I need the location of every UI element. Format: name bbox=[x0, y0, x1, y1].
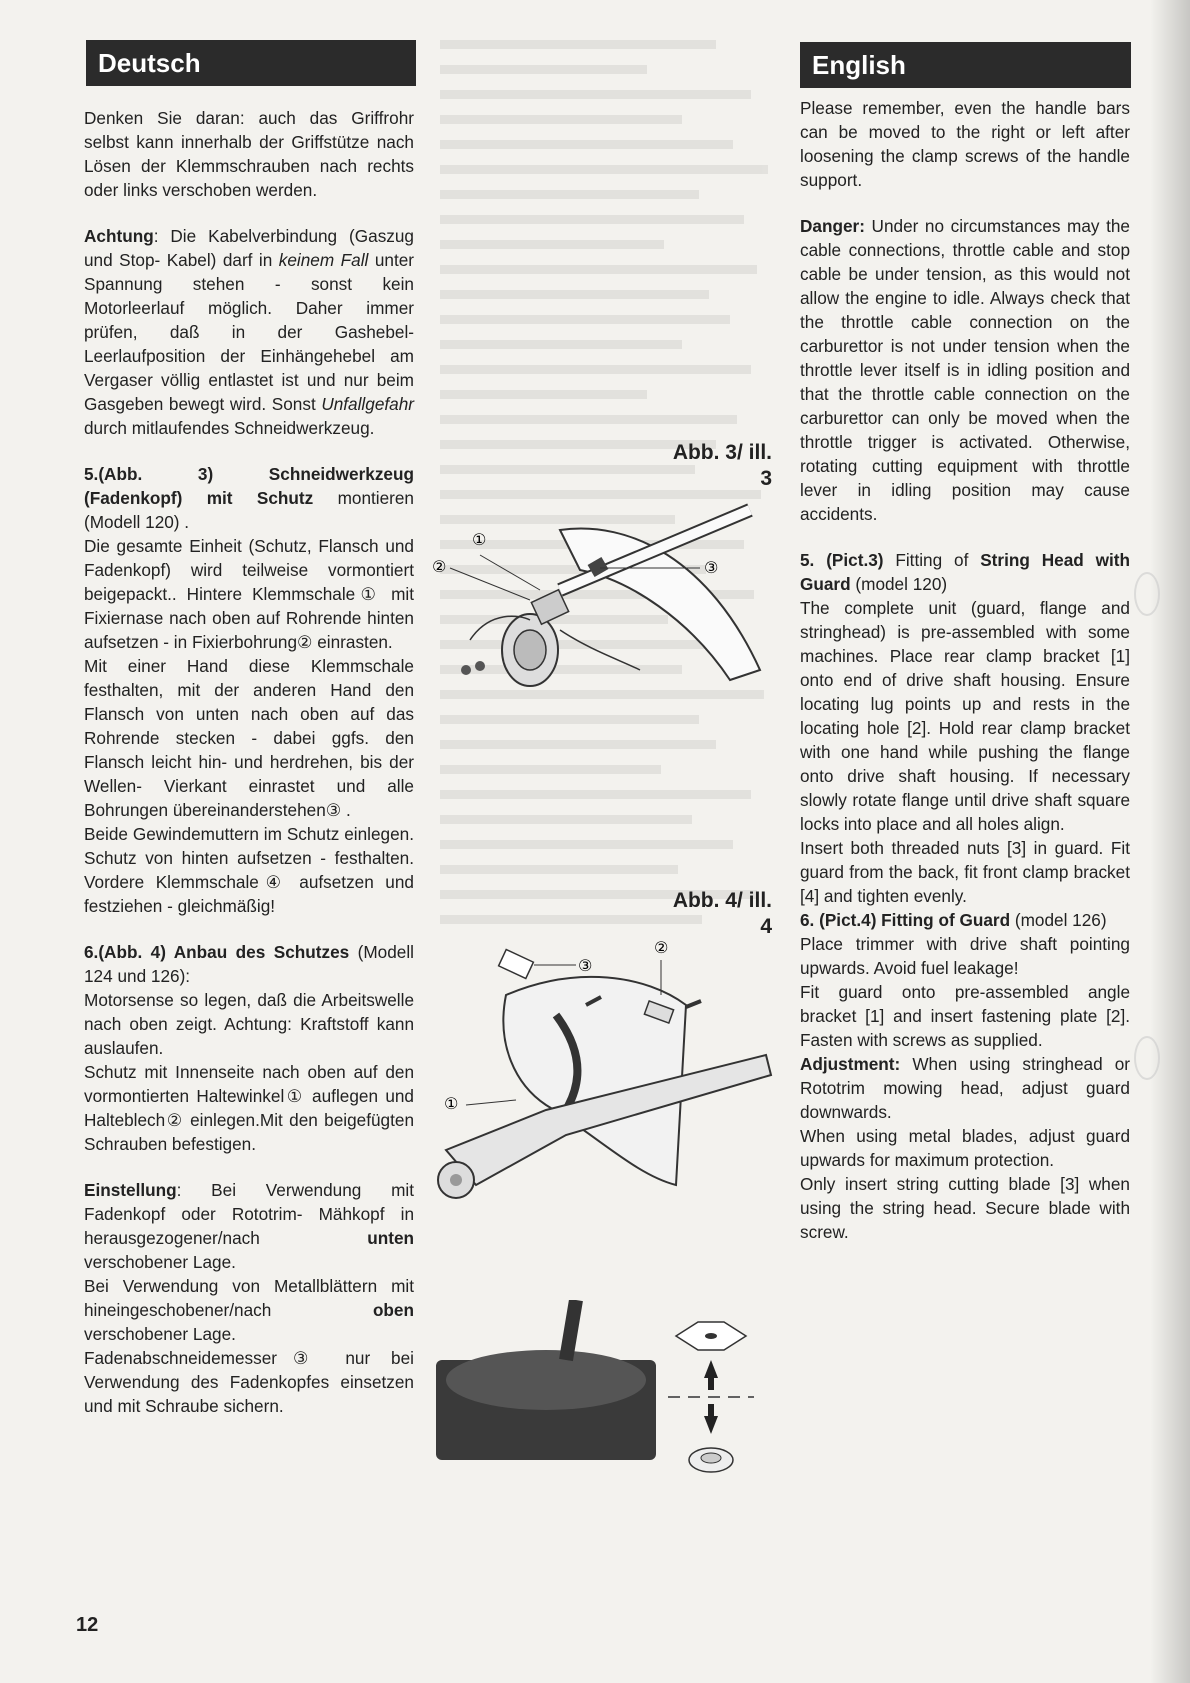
callout-2: ② bbox=[654, 938, 669, 957]
trim-line bbox=[560, 630, 640, 670]
arrow-up-stem bbox=[708, 1378, 714, 1390]
en-danger bbox=[800, 214, 1130, 526]
en-s5-p2: Insert both threaded nuts [3] in guard. Fit guard from the back, fit front clamp bracket [4] and tighten evenly. bbox=[800, 838, 1130, 906]
nut bbox=[475, 661, 485, 671]
en-a-text: When using stringhead or Rototrim mowing head, adjust guard downwards. bbox=[800, 1054, 1130, 1122]
de-s6-p2: Schutz mit Innenseite nach oben auf den vormontierten Haltewinkel① auflegen und Halteblech② einlegen.Mit den beigefügten Schrauben befestigen. bbox=[84, 1062, 414, 1154]
de-s6-p1: Motorsense so legen, daß die Arbeitswelle nach oben zeigt. Achtung: Kraftstoff kann auslaufen. bbox=[84, 990, 414, 1058]
callout-1: ① bbox=[472, 530, 487, 549]
de-s5-p1: Die gesamte Einheit (Schutz, Flansch und Fadenkopf) wird teilweise vormontiert beigepackt.. Hintere Klemmschale① mit Fixiernase nach oben auf Rohrende hinten aufsetzen - in Fixierbohrung② einrasten. bbox=[84, 536, 414, 652]
figure-4-label: Abb. 4/ ill. 4 bbox=[672, 889, 772, 938]
de-e-b: verschobener Lage. bbox=[84, 1252, 236, 1272]
header-english: English bbox=[800, 42, 1131, 88]
photo-guard-top bbox=[446, 1350, 646, 1410]
page-number: 12 bbox=[76, 1614, 99, 1636]
de-intro: Denken Sie daran: auch das Griffrohr selbst kann innerhalb der Griffstütze nach Lösen der Klemmschrauben nach rechts oder links verschoben werden. bbox=[84, 108, 414, 200]
string-head-spool bbox=[514, 630, 546, 670]
en-a-lead: Adjustment: bbox=[800, 1054, 901, 1074]
figure-3-label: Abb. 3/ ill. 3 bbox=[672, 441, 772, 490]
en-s5-bold: String Head with Guard bbox=[800, 550, 1130, 594]
callout-2: ② bbox=[432, 557, 447, 576]
guard-outline-slot bbox=[705, 1333, 717, 1339]
de-s5-p3: Beide Gewindemuttern im Schutz einlegen. Schutz von hinten aufsetzen - festhalten. Vordere Klemmschale④ aufsetzen und festziehen - gleichmäßig! bbox=[84, 824, 414, 916]
en-s6-title: 6. (Pict.4) Fitting of Guard bbox=[800, 910, 1011, 930]
de-warning-em: keinem Fall bbox=[278, 250, 369, 270]
de-warning-text: : Die Kabelverbindung (Gaszug und Stop- Kabel) darf in bbox=[84, 226, 414, 270]
en-section5-heading bbox=[800, 548, 1130, 596]
arrow-down-stem bbox=[708, 1404, 714, 1416]
en-s5-num: 5. (Pict.3) bbox=[800, 550, 884, 570]
de-s6-rest: (Modell 124 und 126): bbox=[84, 942, 414, 986]
de-warning-text2: unter Spannung stehen - sonst kein Motorleerlauf möglich. Daher immer prüfen, daß in der Gashebel- Leerlaufposition der Einhängehebel am Vergaser völlig entlastet ist und nur beim Gasgeben bewegt wird. Sonst bbox=[84, 250, 415, 414]
screw bbox=[686, 1001, 701, 1007]
output-shaft bbox=[450, 1174, 462, 1186]
photo-shaft bbox=[566, 1300, 576, 1360]
en-a-p3: Only insert string cutting blade [3] when using the string head. Secure blade with screw. bbox=[800, 1174, 1130, 1242]
page-edge-shadow bbox=[1150, 0, 1190, 1683]
callout-3: ③ bbox=[578, 956, 593, 975]
de-e-p2a: Bei Verwendung von Metallblättern mit hineingeschobener/nach bbox=[84, 1276, 414, 1320]
show-through-text bbox=[440, 40, 785, 1440]
de-einstellung bbox=[84, 1178, 414, 1274]
header-deutsch: Deutsch bbox=[86, 40, 416, 86]
de-s5-p2: Mit einer Hand diese Klemmschale festhalten, mit der anderen Hand den Flansch von unten nach oben auf das Rohrende stecken - dabei ggfs. den Flansch leicht hin- und herdrehen, bis der Wellen- Vierkant einrastet und alle Bohrungen übereinanderstehen③ . bbox=[84, 656, 414, 820]
en-s5-p1: The complete unit (guard, flange and stringhead) is pre-assembled with some machines. Place rear clamp bracket [1] onto end of drive shaft housing. Ensure locating lug points up and rests in the locating hole [2]. Hold rear clamp bracket with one hand while pushing the flange onto drive shaft housing. If necessary slowly rotate flange until drive shaft square locks into place and all holes align. bbox=[800, 598, 1130, 834]
en-adjustment bbox=[800, 1052, 1130, 1124]
en-section6-heading bbox=[800, 908, 1130, 932]
de-warning bbox=[84, 224, 414, 440]
de-e-p2 bbox=[84, 1274, 414, 1346]
en-s5-rest: (model 120) bbox=[850, 574, 948, 594]
de-e-p2b: verschobener Lage. bbox=[84, 1324, 236, 1344]
binding-mark bbox=[1134, 1036, 1160, 1080]
string-head-outline-center bbox=[701, 1453, 721, 1463]
callout-line bbox=[480, 555, 540, 590]
de-section6-heading bbox=[84, 940, 414, 988]
figure-4-guard-illustration bbox=[436, 935, 776, 1215]
en-s6-p1: Place trimmer with drive shaft pointing upwards. Avoid fuel leakage! bbox=[800, 934, 1130, 978]
de-e-p3: Fadenabschneidemesser③ nur bei Verwendung des Fadenkopfes einsetzen und mit Schraube sichern. bbox=[84, 1348, 414, 1416]
arrow-down-icon bbox=[704, 1416, 718, 1434]
de-e-a: : Bei Verwendung mit Fadenkopf oder Rototrim- Mähkopf in herausgezogener/nach bbox=[84, 1180, 414, 1248]
en-s5-mid: Fitting of bbox=[883, 550, 981, 570]
callout-line bbox=[450, 568, 530, 600]
arrow-up-icon bbox=[704, 1360, 718, 1378]
de-s5-title: 5.(Abb. 3) Schneidwerkzeug (Fadenkopf) mit Schutz bbox=[84, 464, 414, 508]
callout-line bbox=[466, 1100, 516, 1105]
en-a-p2: When using metal blades, adjust guard upwards for maximum protection. bbox=[800, 1126, 1130, 1170]
callout-3: ③ bbox=[704, 558, 719, 577]
de-section5-heading bbox=[84, 462, 414, 534]
de-warning-em2: Unfallgefahr bbox=[321, 394, 414, 414]
de-e-p2bold: oben bbox=[372, 1300, 414, 1320]
figure-3-string-head-illustration bbox=[430, 500, 770, 740]
english-column bbox=[800, 96, 1130, 1244]
en-danger-text: Under no circumstances may the cable connections, throttle cable and stop cable be under tension, as this would not allow the engine to idle. Always check that the throttle cable connection on the carburettor is not under tension when the throttle lever itself is in idling position and that the throttle cable connection on the carburettor can only be moved when the throttle trigger is activated. Otherwise, rotating cutting equipment with throttle lever in idling position may cause accidents. bbox=[800, 216, 1130, 524]
screw bbox=[461, 665, 471, 675]
figure-adjustment-photo bbox=[436, 1300, 776, 1500]
en-s6-rest: (model 126) bbox=[1010, 910, 1107, 930]
en-s6-p2: Fit guard onto pre-assembled angle bracket [1] and insert fastening plate [2]. Fasten with screws as supplied. bbox=[800, 982, 1130, 1050]
de-s5-rest: montieren (Modell 120) . bbox=[84, 488, 414, 532]
en-danger-lead: Danger: bbox=[800, 216, 865, 236]
de-s6-title: 6.(Abb. 4) Anbau des Schutzes bbox=[84, 942, 350, 962]
de-warning-lead: Achtung bbox=[84, 226, 154, 246]
de-e-bold: unten bbox=[367, 1228, 414, 1248]
german-column bbox=[84, 106, 414, 1418]
de-warning-text3: durch mitlaufendes Schneidwerkzeug. bbox=[84, 418, 375, 438]
callout-1: ① bbox=[444, 1094, 459, 1113]
en-intro: Please remember, even the handle bars can be moved to the right or left after loosening the clamp screws of the handle support. bbox=[800, 98, 1130, 190]
de-e-lead: Einstellung bbox=[84, 1180, 177, 1200]
cutting-blade bbox=[499, 950, 534, 979]
binding-mark bbox=[1134, 572, 1160, 616]
